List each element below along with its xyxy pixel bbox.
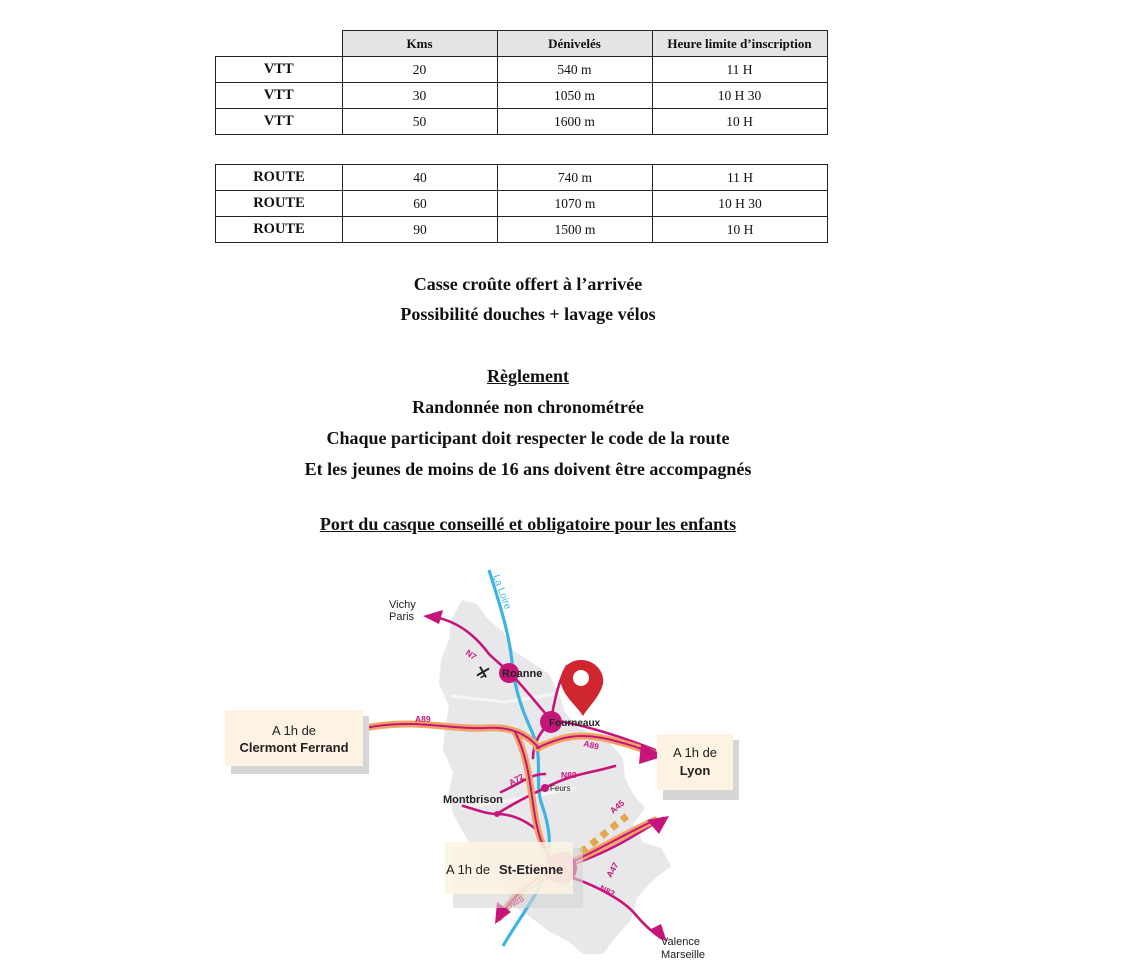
stetienne-city: St-Etienne — [499, 862, 564, 877]
table-row — [216, 109, 828, 135]
lyon-city: Lyon — [679, 763, 711, 778]
reglement-line-1: Randonnée non chronométrée — [412, 397, 644, 417]
lyon-prefix: A 1h de — [672, 745, 718, 760]
vtt-table — [215, 30, 828, 135]
label-a45: A45 — [607, 797, 627, 816]
arrow-north-icon — [423, 610, 443, 624]
table-corner — [216, 31, 343, 57]
clermont-city: Clermont Ferrand — [239, 740, 349, 755]
label-vichy: Vichy — [389, 599, 416, 611]
row-heure: 10 H — [652, 109, 827, 135]
clermont-prefix: A 1h de — [271, 723, 317, 738]
row-heure: 10 H 30 — [652, 83, 827, 109]
row-type: ROUTE — [216, 165, 343, 191]
row-heure: 11 H — [652, 57, 827, 83]
row-denivele: 740 m — [498, 165, 653, 191]
access-map — [215, 562, 755, 967]
table-row — [216, 217, 828, 243]
table-row — [216, 83, 828, 109]
row-heure: 10 H 30 — [653, 191, 828, 217]
reglement-line-3: Et les jeunes de moins de 16 ans doivent être accompagnés — [304, 459, 752, 479]
row-kms: 90 — [343, 217, 498, 243]
table-row — [216, 165, 828, 191]
header-kms: Kms — [342, 31, 497, 57]
label-feurs: Feurs — [550, 784, 571, 793]
helmet-notice: Port du casque conseillé et obligatoire pour les enfants — [319, 514, 737, 534]
label-a89-east: A89 — [582, 738, 601, 752]
row-denivele: 1070 m — [498, 191, 653, 217]
label-valence: Valence — [661, 936, 700, 948]
row-denivele: 1600 m — [497, 109, 652, 135]
reglement-line-2: Chaque participant doit respecter le code de la route — [326, 428, 730, 448]
row-kms: 60 — [343, 191, 498, 217]
row-heure: 10 H — [653, 217, 828, 243]
lyon-callout — [657, 734, 739, 800]
row-denivele: 1500 m — [498, 217, 653, 243]
label-paris: Paris — [389, 611, 415, 623]
label-roanne: Roanne — [502, 668, 543, 680]
label-n82: N82 — [598, 882, 617, 899]
map-pin-icon — [561, 660, 604, 716]
info-showers: Possibilité douches + lavage vélos — [400, 304, 656, 324]
row-type: VTT — [216, 109, 343, 135]
table-header-row — [216, 31, 828, 57]
info-snack: Casse croûte offert à l’arrivée — [413, 274, 643, 294]
clermont-callout — [225, 710, 369, 774]
row-type: VTT — [216, 57, 343, 83]
row-type: ROUTE — [216, 217, 343, 243]
feurs-dot — [541, 784, 549, 792]
row-kms: 40 — [343, 165, 498, 191]
row-type: VTT — [216, 83, 343, 109]
label-a89-west: A89 — [415, 714, 431, 724]
route-table — [215, 164, 828, 243]
stetienne-prefix: A 1h de — [446, 862, 491, 877]
row-heure: 11 H — [653, 165, 828, 191]
label-fourneaux: Fourneaux — [549, 718, 601, 729]
river-label: La Loire — [490, 573, 513, 611]
label-n89: N89 — [561, 770, 577, 780]
row-denivele: 540 m — [497, 57, 652, 83]
reglement-title: Règlement — [487, 366, 569, 386]
montbrison-dot — [494, 811, 500, 817]
row-kms: 30 — [342, 83, 497, 109]
stetienne-callout — [445, 842, 583, 908]
label-montbrison: Montbrison — [443, 794, 503, 806]
row-denivele: 1050 m — [497, 83, 652, 109]
table-row — [216, 57, 828, 83]
label-n7: N7 — [463, 647, 479, 662]
table-row — [216, 191, 828, 217]
label-a47: A47 — [604, 860, 621, 879]
row-type: ROUTE — [216, 191, 343, 217]
header-denivele: Dénivelés — [497, 31, 652, 57]
header-heure: Heure limite d’inscription — [652, 31, 827, 57]
row-kms: 50 — [342, 109, 497, 135]
label-a72: A72 — [507, 771, 526, 788]
row-kms: 20 — [342, 57, 497, 83]
label-marseille: Marseille — [661, 949, 706, 961]
